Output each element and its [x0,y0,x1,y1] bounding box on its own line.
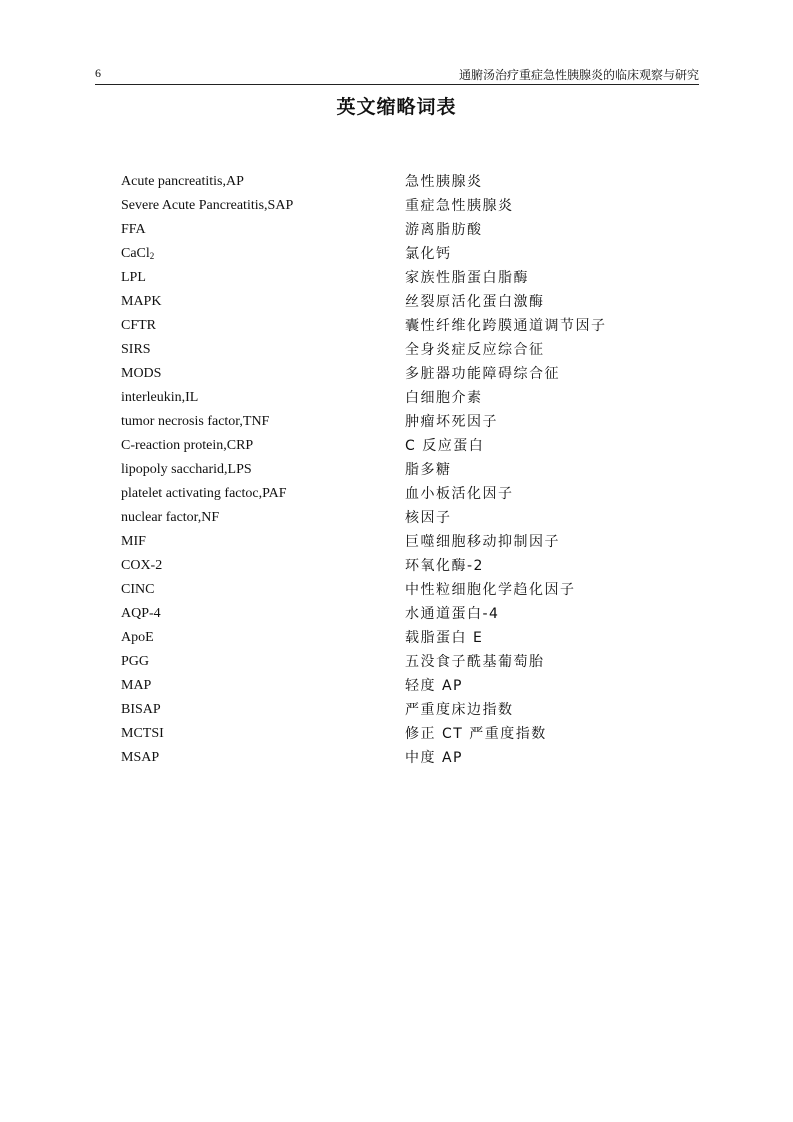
abbreviation-cn: 轻度 AP [405,678,463,694]
abbreviation-row [121,482,681,506]
abbreviation-en: MCTSI [121,726,164,741]
page-title: 英文缩略词表 [336,96,457,118]
abbreviation-row [121,650,681,674]
abbreviation-en: MODS [121,366,162,381]
abbreviation-row [121,530,681,554]
abbreviation-row [121,698,681,722]
abbreviation-row [121,194,681,218]
abbreviation-row [121,722,681,746]
abbreviation-cn: 全身炎症反应综合征 [405,342,545,358]
abbreviation-row [121,746,681,770]
abbreviation-en: BISAP [121,702,161,717]
abbreviation-cn: 中性粒细胞化学趋化因子 [405,582,576,598]
abbreviation-subscript: 2 [149,251,155,261]
abbreviation-en: MAPK [121,294,162,309]
abbreviation-row [121,410,681,434]
abbreviation-en: MSAP [121,750,160,765]
abbreviation-row [121,458,681,482]
abbreviation-en: CINC [121,582,155,597]
page-header [95,64,699,85]
abbreviation-cn: 急性胰腺炎 [405,174,483,190]
abbreviation-cn: 丝裂原活化蛋白激酶 [405,294,545,310]
page-number: 6 [95,66,101,80]
abbreviation-en: LPL [121,270,146,285]
abbreviation-cn: 核因子 [405,510,452,526]
abbreviation-cn: 游离脂肪酸 [405,222,483,238]
abbreviation-en: C-reaction protein,CRP [121,438,254,453]
abbreviation-en: PGG [121,654,150,669]
abbreviation-cn: 氯化钙 [405,246,452,262]
abbreviation-row [121,266,681,290]
abbreviation-row [121,602,681,626]
abbreviation-en: Severe Acute Pancreatitis,SAP [121,198,294,213]
abbreviation-en: CFTR [121,318,157,333]
abbreviation-cn: 严重度床边指数 [405,702,514,718]
abbreviation-cn: 环氧化酶-2 [405,558,484,574]
abbreviation-cn: C 反应蛋白 [405,438,485,454]
abbreviation-row [121,626,681,650]
abbreviation-row [121,578,681,602]
abbreviation-row [121,290,681,314]
abbreviation-row [121,218,681,242]
abbreviation-en: Acute pancreatitis,AP [121,174,244,189]
abbreviation-en: CaCl$_2$ [121,246,155,261]
abbreviation-en: SIRS [121,342,151,357]
abbreviation-row [121,314,681,338]
abbreviation-cn: 修正 CT 严重度指数 [405,726,547,742]
abbreviation-row [121,434,681,458]
abbreviation-cn: 重症急性胰腺炎 [405,198,514,214]
abbreviation-row [121,362,681,386]
abbreviation-cn: 水通道蛋白-4 [405,606,500,622]
abbreviation-cn: 白细胞介素 [405,390,483,406]
abbreviation-cn: 中度 AP [405,750,463,766]
abbreviation-en: MIF [121,534,146,549]
abbreviation-en: tumor necrosis factor,TNF [121,414,270,429]
abbreviation-row [121,674,681,698]
abbreviation-cn: 巨噬细胞移动抑制因子 [405,534,560,550]
abbreviation-en: AQP-4 [121,606,161,621]
abbreviation-row [121,170,681,194]
abbreviation-en: COX-2 [121,558,163,573]
abbreviation-en: MAP [121,678,152,693]
abbreviation-cn: 五没食子酰基葡萄胎 [405,654,545,670]
running-title: 通腑汤治疗重症急性胰腺炎的临床观察与研究 [458,68,699,82]
abbreviation-row [121,386,681,410]
abbreviation-en: nuclear factor,NF [121,510,220,525]
abbreviation-en: interleukin,IL [121,390,199,405]
abbreviation-en: ApoE [121,630,154,645]
abbreviation-cn: 载脂蛋白 E [405,630,484,646]
abbreviation-cn: 脂多糖 [405,462,452,478]
abbreviation-list [121,170,681,770]
abbreviation-row [121,554,681,578]
abbreviation-cn: 囊性纤维化跨膜通道调节因子 [405,318,607,334]
abbreviation-cn: 血小板活化因子 [405,486,514,502]
abbreviation-en: platelet activating factoc,PAF [121,486,287,501]
abbreviation-cn: 多脏器功能障碍综合征 [405,366,560,382]
abbreviation-row [121,506,681,530]
abbreviation-en: FFA [121,222,146,237]
abbreviation-cn: 家族性脂蛋白脂酶 [405,270,529,286]
abbreviation-row [121,338,681,362]
abbreviation-cn: 肿瘤坏死因子 [405,414,498,430]
abbreviation-en: lipopoly saccharid,LPS [121,462,252,477]
abbreviation-row [121,242,681,266]
